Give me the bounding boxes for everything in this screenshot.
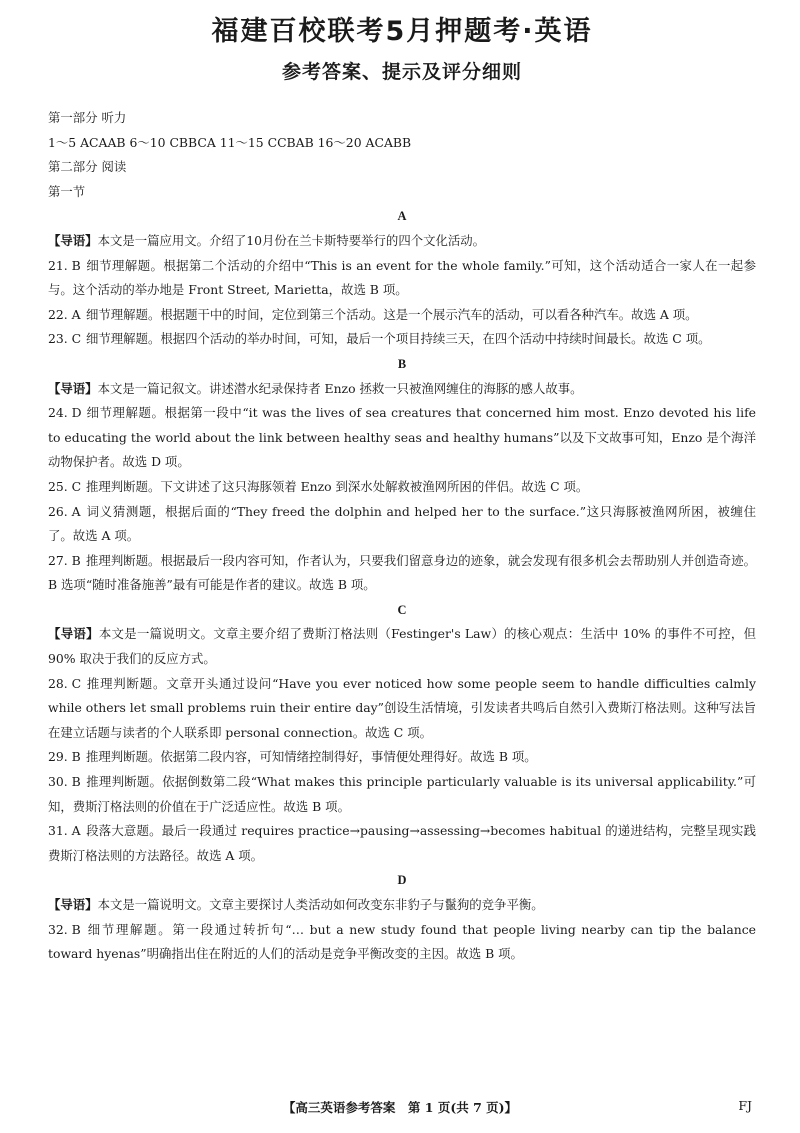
guide-text: 本文是一篇说明文。文章主要探讨人类活动如何改变东非豹子与鬣狗的竞争平衡。 [97, 897, 544, 912]
answer-explanation: 推理判断题。依据倒数第二段“What makes this principle particularly valuable is its universal applicability.”可知，费斯汀格法则的价值在于广泛适应性。故选 B 项。 [48, 774, 756, 814]
passage-letter: C [397, 602, 407, 617]
answer-explanation: 细节理解题。根据题干中的时间，定位到第三个活动。这是一个展示汽车的活动，可以看各种汽车。故选 A 项。 [86, 306, 698, 322]
section-heading: 第一节 [48, 183, 86, 199]
answer-explanation: 段落大意题。最后一段通过 requires practice→pausing→assessing→becomes habitual 的递进结构，完整呈现实践费斯汀格法则的方法路径。故选 A 项。 [48, 823, 756, 863]
question-number: 32. B [48, 921, 81, 937]
answer-item [48, 254, 756, 303]
guide-text: 本文是一篇记叙文。讲述潜水纪录保持者 Enzo 拯救一只被渔网缠住的海豚的感人故事。 [97, 380, 583, 396]
answer-explanation: 细节理解题。根据四个活动的举办时间，可知，最后一个项目持续三天，在四个活动中持续时间最长。故选 C 项。 [86, 331, 711, 347]
guide-label: 【导语】 [48, 897, 98, 912]
question-number: 24. D [48, 405, 82, 421]
answer-explanation: 推理判断题。文章开头通过设问“Have you ever noticed how some people seem to handle difficulties calmly while others let small problems ruin their entire day”创设生活情境，引发读者共鸣后自然引入费斯汀格法则。这种写法旨在建立话题与读者的个人联系即 personal connection。故选 C 项。 [48, 675, 756, 740]
guide-text: 本文是一篇应用文。介绍了10月份在兰卡斯特要举行的四个文化活动。 [97, 232, 486, 248]
answer-item [48, 770, 756, 819]
listening-answers: 1～5 ACAAB 6～10 CBBCA 11～15 CCBAB 16～20 ACABB [48, 134, 412, 150]
question-number: 30. B [48, 774, 81, 790]
answer-item [48, 745, 756, 770]
question-number: 28. C [48, 675, 82, 691]
passage-letter: D [397, 873, 407, 888]
document-body [48, 106, 756, 967]
page-footer [0, 1098, 800, 1116]
guide-label: 【导语】 [48, 232, 98, 248]
answer-item [48, 327, 756, 352]
answer-item [48, 500, 756, 549]
part2-heading: 第二部分 阅读 [48, 159, 127, 175]
passage-guide [48, 377, 756, 402]
answer-explanation: 推理判断题。依据第二段内容，可知情绪控制得好，事情便处理得好。故选 B 项。 [86, 749, 537, 765]
answer-item [48, 819, 756, 868]
answer-item [48, 918, 756, 967]
answer-explanation: 细节理解题。第一段通过转折句“… but a new study found that people living nearby can tip the balance toward hyenas”明确指出住在附近的人们的活动是竞争平衡改变的主因。故选 B 项。 [48, 921, 756, 962]
answer-item [48, 549, 756, 598]
passage-letter: B [397, 356, 407, 371]
page-title: 福建百校联考5月押题考·英语 [211, 16, 593, 47]
answer-item [48, 672, 756, 746]
answer-explanation: 细节理解题。根据第二个活动的介绍中“This is an event for the whole family.”可知，这个活动适合一家人在一起参与。这个活动的举办地是 Front Street, Marietta，故选 B 项。 [48, 257, 756, 298]
question-number: 22. A [48, 306, 81, 322]
passage-letter: A [397, 209, 407, 224]
answer-explanation: 词义猜测题，根据后面的“They freed the dolphin and helped her to the surface.”这只海豚被渔网所困，被缠住了。故选 A 项。 [48, 503, 756, 544]
question-number: 26. A [48, 503, 81, 519]
page-subtitle: 参考答案、提示及评分细则 [281, 61, 522, 83]
guide-label: 【导语】 [48, 380, 98, 396]
answer-item [48, 303, 756, 328]
guide-label: 【导语】 [48, 626, 99, 642]
question-number: 21. B [48, 257, 81, 273]
answer-explanation: 细节理解题。根据第一段中“it was the lives of sea creatures that concerned him most. Enzo devoted his life to educating the world about the link between healthy seas and healthy humans”以及下文故事可知，Enzo 是个海洋动物保护者。故选 D 项。 [48, 405, 756, 470]
answer-explanation: 推理判断题。根据最后一段内容可知，作者认为，只要我们留意身边的迹象，就会发现有很多机会去帮助别人并创造奇迹。B 选项“随时准备施善”最有可能是作者的建议。故选 B 项。 [48, 552, 756, 593]
passage-guide [48, 622, 756, 671]
part1-heading: 第一部分 听力 [48, 110, 127, 125]
answer-item [48, 401, 756, 475]
question-number: 23. C [48, 331, 82, 347]
answer-item [48, 475, 756, 500]
answer-explanation: 推理判断题。下文讲述了这只海豚领着 Enzo 到深水处解救被渔网所困的伴侣。故选 C 项。 [86, 478, 589, 494]
question-number: 29. B [48, 749, 81, 765]
question-number: 31. A [48, 823, 81, 839]
question-number: 25. C [48, 478, 82, 494]
footer-code: FJ [738, 1098, 752, 1113]
footer-label: 【高三英语参考答案 第 1 页(共 7 页)】 [282, 1100, 518, 1115]
guide-text: 本文是一篇说明文。文章主要介绍了费斯汀格法则（Festinger's Law）的核心观点：生活中 10% 的事件不可控，但 90% 取决于我们的反应方式。 [48, 626, 757, 667]
passage-guide [48, 229, 756, 254]
question-number: 27. B [48, 552, 81, 568]
passage-guide [48, 893, 756, 918]
